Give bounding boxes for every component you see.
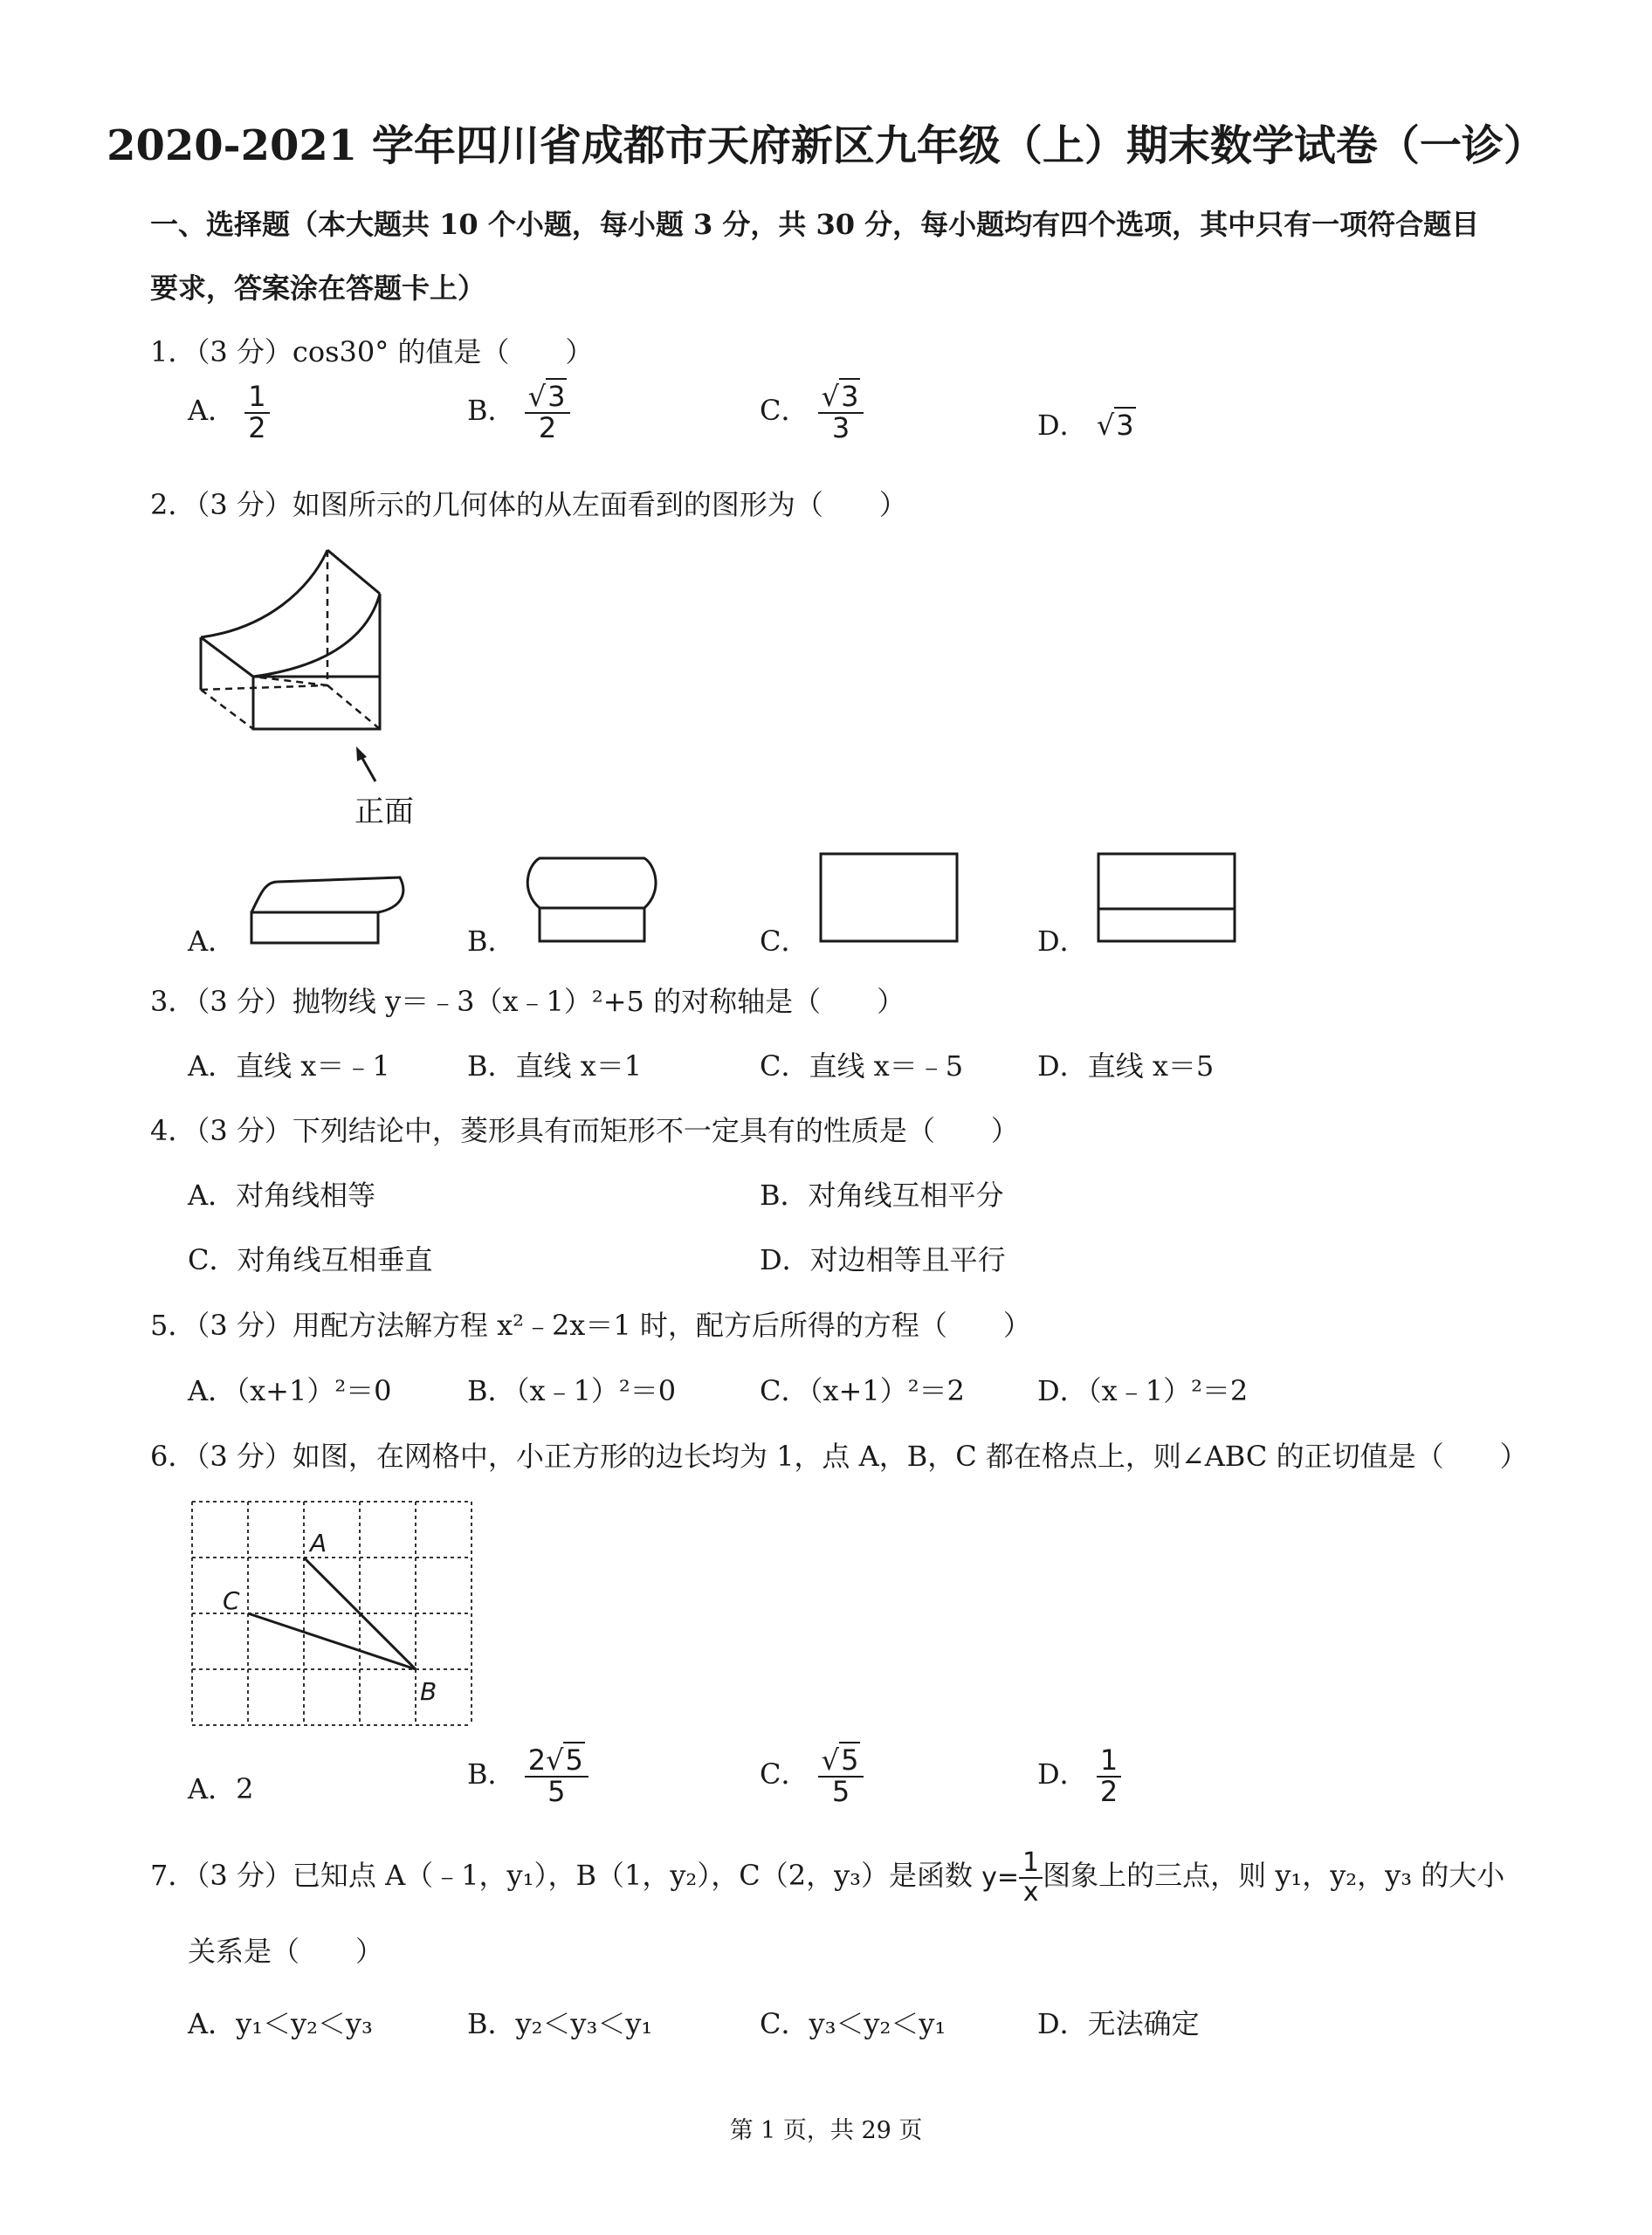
q6-d-numerator: 1 (1097, 1746, 1121, 1778)
q3-option-b: B．直线 x＝1 (467, 1049, 643, 1083)
q7-stem-part-b: 图象上的三点，则 y₁，y₂，y₃ 的大小 (1043, 1859, 1505, 1892)
q1-b-denominator: 2 (538, 410, 557, 444)
q3-option-c: C．直线 x＝﹣5 (760, 1049, 964, 1083)
q2-option-a-label: A． (188, 925, 237, 958)
q5-option-c: C．（x+1）²＝2 (760, 1374, 965, 1407)
page-footer: 第 1 页，共 29 页 (729, 2117, 923, 2144)
section-heading-line2: 要求，答案涂在答题卡上） (150, 272, 486, 305)
q4-option-c: C．对角线互相垂直 (188, 1243, 433, 1276)
segment-cb (248, 1613, 416, 1669)
q1-c-radicand: 3 (841, 380, 859, 413)
question-3-stem: 3．（3 分）抛物线 y＝﹣3（x﹣1）²+5 的对称轴是（ ） (150, 985, 905, 1018)
q4-option-d: D．对边相等且平行 (760, 1243, 1006, 1276)
section-heading-line1: 一、选择题（本大题共 10 个小题，每小题 3 分，共 30 分，每小题均有四个选项，其中只有一项符合题目 (150, 208, 1480, 241)
q6-option-a (188, 1767, 253, 1807)
q7-option-b: B．y₂＜y₃＜y₁ (467, 2007, 653, 2040)
q6-option-d (1037, 1743, 1121, 1808)
view-arrow (361, 755, 375, 781)
q5-option-b: B．（x﹣1）²＝0 (467, 1374, 677, 1407)
q4-option-a: A．对角线相等 (188, 1179, 376, 1212)
page-title: 2020-2021 学年四川省成都市天府新区九年级（上）期末数学试卷（一诊） (107, 121, 1545, 170)
q1-a-numerator: 1 (244, 382, 269, 414)
q2-option-a-figure (243, 860, 409, 947)
q1-option-b: B． $\frac{√3}{2}$ (467, 382, 570, 443)
q3-option-d: D．直线 x＝5 (1037, 1049, 1215, 1083)
q6-option-b-label: B． (467, 1757, 516, 1791)
point-b-label: B (420, 1677, 437, 1706)
q6-option-b: B． $\frac{2√5}{5}$ (467, 1746, 589, 1806)
q1-option-c: C． $\frac{√3}{3}$ (760, 382, 864, 443)
question-7-stem-line1 (150, 1849, 1504, 1906)
q1-d-radicand: 3 (1116, 409, 1134, 442)
point-a-label: A (310, 1529, 327, 1558)
question-1-stem: 1．（3 分）cos30° 的值是（ ） (150, 335, 594, 368)
q2-option-b-label: B． (467, 925, 516, 958)
q7-stem-part-a: 7．（3 分）已知点 A（﹣1，y₁），B（1，y₂），C（2，y₃）是函数 (150, 1859, 973, 1892)
q6-c-denominator: 5 (831, 1774, 850, 1808)
q1-c-denominator: 3 (831, 410, 850, 444)
q5-option-d: D．（x﹣1）²＝2 (1037, 1374, 1249, 1407)
q6-option-a-value: 2 (236, 1772, 254, 1805)
q1-option-c-label: C． (760, 394, 809, 428)
q7-option-d: D．无法确定 (1037, 2007, 1200, 2040)
q6-b-radicand: 5 (565, 1743, 583, 1777)
q1-option-a (188, 382, 270, 443)
q2-option-c-figure (816, 849, 965, 947)
q6-option-d-label: D． (1037, 1757, 1088, 1791)
question-2-stem: 2．（3 分）如图所示的几何体的从左面看到的图形为（ ） (150, 488, 907, 521)
question-4-stem: 4．（3 分）下列结论中，菱形具有而矩形不一定具有的性质是（ ） (150, 1114, 1019, 1147)
question-6-stem: 6．（3 分）如图，在网格中，小正方形的边长均为 1，点 A，B，C 都在格点上，则∠ABC 的正切值是（ ） (150, 1440, 1528, 1473)
q1-option-d-label: D． (1037, 409, 1088, 442)
q5-option-a: A．（x+1）²＝0 (188, 1374, 392, 1407)
q7-function-denominator: x (1022, 1876, 1039, 1908)
q6-option-c: C． $\frac{√5}{5}$ (760, 1746, 864, 1806)
q2-option-c-label: C． (760, 925, 809, 958)
q1-a-denominator: 2 (248, 410, 266, 444)
q4-option-b: B．对角线互相平分 (760, 1179, 1004, 1212)
q2-option-d-figure (1094, 849, 1242, 947)
front-label: 正面 (354, 794, 414, 829)
q2-option-d-label: D． (1037, 925, 1088, 958)
q1-option-a-label: A． (188, 394, 237, 428)
q7-option-c: C．y₃＜y₂＜y₁ (760, 2007, 946, 2040)
q6-c-radicand: 5 (841, 1743, 859, 1777)
q7-function (981, 1849, 1043, 1906)
question-5-stem: 5．（3 分）用配方法解方程 x²﹣2x＝1 时，配方后所得的方程（ ） (150, 1309, 1031, 1342)
question-7-stem-line2: 关系是（ ） (188, 1935, 384, 1968)
q7-option-a: A．y₁＜y₂＜y₃ (188, 2007, 373, 2040)
point-c-label: C (223, 1586, 240, 1615)
q6-option-c-label: C． (760, 1757, 809, 1791)
q7-function-numerator: 1 (1019, 1849, 1043, 1879)
q1-b-radicand: 3 (547, 380, 566, 413)
q6-b-coefficient: 2 (527, 1743, 547, 1777)
q6-grid-figure (188, 1497, 476, 1733)
q6-b-denominator: 5 (547, 1774, 566, 1808)
q2-option-b-figure (524, 851, 664, 947)
q6-option-a-label: A． (188, 1772, 237, 1805)
q7-function-lhs: y= (981, 1862, 1020, 1893)
q6-d-denominator: 2 (1099, 1774, 1119, 1808)
q1-option-b-label: B． (467, 394, 516, 428)
q1-option-d: D． √3 (1037, 409, 1134, 442)
q2-solid-figure (188, 537, 415, 834)
q3-option-a: A．直线 x＝﹣1 (188, 1049, 390, 1083)
